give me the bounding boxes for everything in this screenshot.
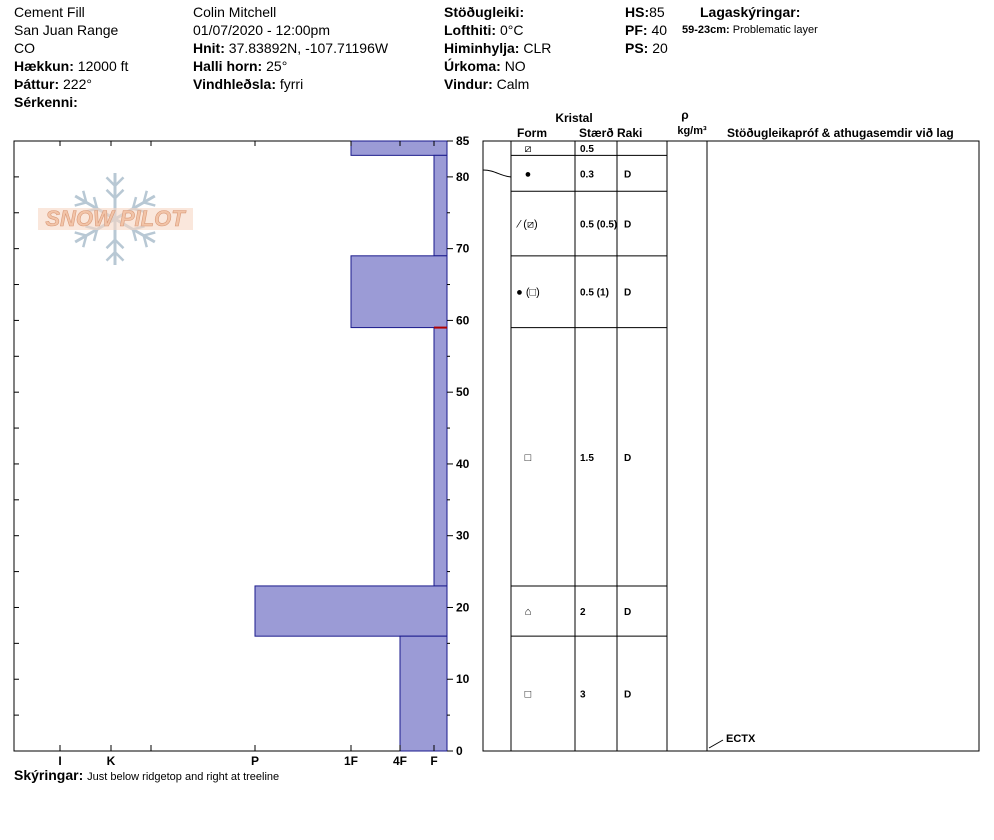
ps-label: PS: — [625, 40, 649, 56]
height-tick-label: 0 — [456, 744, 463, 758]
grain-size-value: 3 — [580, 689, 586, 701]
hardness-tick-label: P — [250, 754, 260, 768]
moisture-value: D — [624, 287, 632, 299]
coords-label: Hnit: — [193, 40, 225, 56]
range-name: San Juan Range — [14, 22, 119, 38]
hardness-bar — [351, 256, 447, 328]
coords-value: 37.83892N, -107.71196W — [228, 40, 389, 56]
layer-legend-title: Lagaskýringar: — [700, 4, 801, 20]
moisture-value: D — [624, 607, 632, 619]
observer-name: Colin Mitchell — [193, 4, 277, 20]
wind-loading-label: Vindhleðsla: — [193, 76, 276, 92]
wind-value: Calm — [496, 76, 530, 92]
grain-size-value: 0.3 — [580, 169, 594, 181]
hardness-tick-label: 1F — [343, 754, 359, 768]
wind-loading-value: fyrri — [279, 76, 304, 92]
hardness-bar — [434, 328, 447, 586]
col-header-rho: ρ — [681, 108, 689, 122]
height-tick-label: 85 — [456, 134, 470, 148]
aspect-value: 222° — [63, 76, 92, 92]
notes-text: Just below ridgetop and right at treeline — [87, 771, 280, 783]
moisture-value: D — [624, 219, 632, 231]
grain-form-symbol: ● (□) — [516, 286, 540, 299]
ps-value: 20 — [652, 40, 668, 56]
grain-form-symbol: ● — [524, 168, 532, 181]
sky-value: CLR — [523, 40, 552, 56]
hardness-bar — [351, 141, 447, 155]
observation-datetime: 01/07/2020 - 12:00pm — [193, 22, 330, 38]
col-header-kristal: Kristal — [555, 111, 593, 125]
grain-form-symbol: □ — [524, 451, 532, 464]
grain-size-value: 0.5 — [580, 144, 594, 156]
layer-table-frame — [483, 141, 979, 751]
hardness-tick-label: K — [106, 754, 116, 768]
flake-branch — [144, 232, 156, 235]
height-tick-label: 50 — [456, 385, 470, 400]
air-temp-value: 0°C — [499, 22, 524, 38]
layer-legend-key: 59-23cm: — [682, 24, 730, 36]
col-header-size: Stærð — [579, 126, 614, 140]
col-header-comments: Stöðugleikapróf & athugasemdir við lag — [727, 126, 954, 140]
hardness-bars — [255, 141, 447, 751]
height-tick-label: 80 — [456, 169, 470, 184]
site-name: Cement Fill — [14, 4, 85, 20]
layer-legend-text: Problematic layer — [732, 24, 818, 36]
grain-form-symbol: □ — [524, 688, 532, 701]
pf-label: PF: — [625, 22, 648, 38]
hardness-bar — [400, 636, 447, 751]
col-header-density-unit: kg/m³ — [677, 125, 707, 137]
precip-label: Úrkoma: — [444, 58, 501, 74]
layer-connector-line — [483, 170, 511, 177]
hardness-tick-label: I — [58, 754, 62, 768]
grain-size-value: 1.5 — [580, 452, 594, 464]
grain-form-symbol: ⌂ — [524, 606, 532, 619]
sky-label: Himinhylja: — [444, 40, 520, 56]
hs-label: HS: — [625, 4, 650, 20]
precip-value: NO — [504, 58, 526, 74]
slope-value: 25° — [266, 58, 288, 74]
height-tick-label: 10 — [456, 672, 470, 687]
notes-label: Skýringar: — [14, 767, 84, 783]
grain-size-value: 2 — [580, 607, 586, 619]
flake-branch — [75, 232, 87, 235]
moisture-value: D — [624, 169, 632, 181]
height-tick-label: 70 — [456, 241, 470, 256]
table-rows — [511, 141, 667, 701]
grain-form-symbol: ⁄ (⧄) — [518, 218, 538, 231]
moisture-value: D — [624, 452, 632, 464]
col-header-moisture: Raki — [617, 126, 643, 140]
hardness-axis — [58, 745, 437, 768]
pf-value: 40 — [651, 22, 668, 38]
stability-test-label: ECTX — [726, 733, 756, 745]
snowpilot-logo — [38, 173, 193, 265]
elevation-label: Hækkun: — [14, 58, 74, 74]
grain-size-value: 0.5 (0.5) — [580, 219, 618, 231]
layer-table — [483, 108, 979, 751]
moisture-value: D — [624, 689, 632, 701]
wind-label: Vindur: — [444, 76, 493, 92]
slope-label: Halli horn: — [193, 58, 263, 74]
hardness-bar — [434, 155, 447, 255]
stability-tests — [709, 733, 756, 748]
hardness-tick-label: 4F — [392, 754, 408, 768]
height-tick-label: 60 — [456, 313, 470, 328]
state-name: CO — [14, 40, 35, 56]
elevation-value: 12000 ft — [77, 58, 129, 74]
hardness-bar — [255, 586, 447, 636]
air-temp-label: Lofthiti: — [444, 22, 497, 38]
grain-form-symbol: ⧄ — [524, 143, 532, 156]
col-header-form: Form — [517, 126, 547, 140]
hardness-tick-label: F — [430, 754, 438, 768]
features-label: Sérkenni: — [14, 94, 78, 110]
grain-size-value: 0.5 (1) — [580, 287, 609, 299]
aspect-label: Þáttur: — [14, 76, 60, 92]
hs-value: 85 — [649, 4, 665, 20]
height-tick-label: 40 — [456, 456, 470, 471]
height-tick-label: 30 — [456, 528, 470, 543]
height-tick-label: 20 — [456, 600, 470, 615]
stability-test-pointer — [709, 740, 723, 748]
logo-text: SNOW PILOT — [45, 206, 185, 231]
stability-label: Stöðugleiki: — [444, 4, 525, 20]
height-axis — [447, 134, 470, 758]
